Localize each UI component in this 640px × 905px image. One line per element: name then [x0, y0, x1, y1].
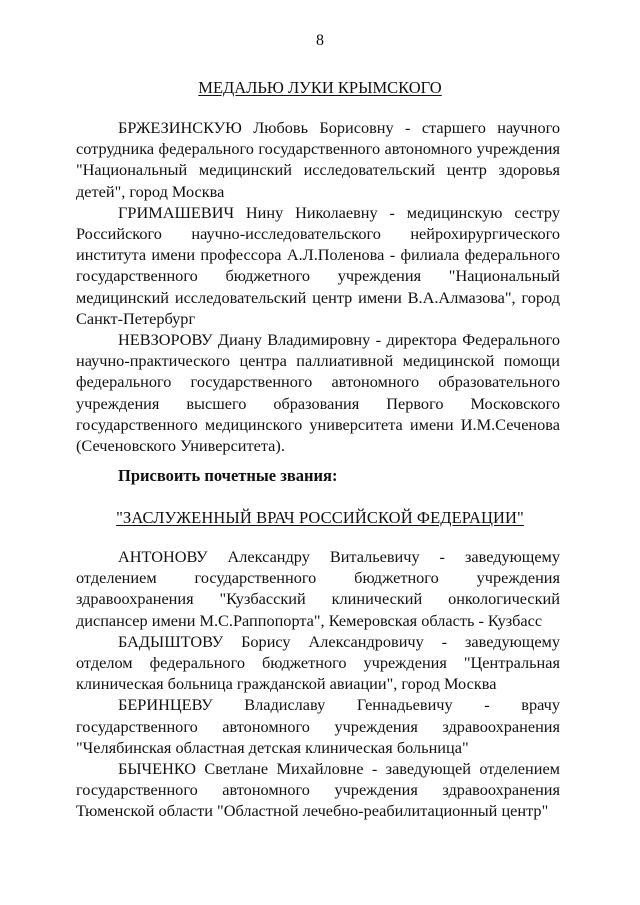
recipient-paragraph: БЫЧЕНКО Светлане Михайловне - заведующей отделением государственного автономного учреждения здравоохранения Тюменской области "Областной лечебно-реабилитационный центр": [76, 759, 560, 821]
page-number: 8: [316, 32, 324, 49]
recipient-paragraph: БРЖЕЗИНСКУЮ Любовь Борисовну - старшего научного сотрудника федерального государственного автономного учреждения "Национальный медицинский исследовательский центр здоровья детей", город Москва: [76, 118, 560, 201]
recipient-paragraph: НЕВЗОРОВУ Диану Владимировну - директора Федерального научно-практического центра паллиативной медицинской помощи федерального государственного автономного образовательного учреждения высшего образования Первого Московского государственного медицинского университета имени И.М.Сеченова (Сеченовского Университета).: [76, 330, 560, 456]
recipient-paragraph: ГРИМАШЕВИЧ Нину Николаевну - медицинскую сестру Российского научно-исследовательского нейрохирургического института имени профессора А.Л.Поленова - филиала федерального государственного бюджетного учреждения "Национальный медицинский исследовательский центр имени В.А.Алмазова", город Санкт-Петербург: [76, 202, 560, 328]
recipient-paragraph: БЕРИНЦЕВУ Владиславу Геннадьевичу - врачу государственного автономного учреждения здравоохранения "Челябинская областная детская клиническая больница": [76, 695, 560, 757]
recipient-paragraph: АНТОНОВУ Александру Витальевичу - заведующему отделением государственного бюджетного учреждения здравоохранения "Кузбасский клинический онкологический диспансер имени М.С.Раппопорта", Кемеровская область - Кузбасс: [76, 547, 560, 630]
title-section-heading: "ЗАСЛУЖЕННЫЙ ВРАЧ РОССИЙСКОЙ ФЕДЕРАЦИИ": [116, 508, 524, 527]
medal-recipients-list: [76, 117, 560, 456]
medal-section-heading: МЕДАЛЬЮ ЛУКИ КРЫМСКОГО: [198, 78, 442, 97]
title-recipients-list: [76, 546, 560, 822]
honorary-titles-heading: Присвоить почетные звания:: [118, 466, 338, 485]
recipient-paragraph: БАДЫШТОВУ Борису Александровичу - заведующему отделом федерального бюджетного учреждения "Центральная клиническая больница гражданской авиации", город Москва: [76, 631, 560, 694]
